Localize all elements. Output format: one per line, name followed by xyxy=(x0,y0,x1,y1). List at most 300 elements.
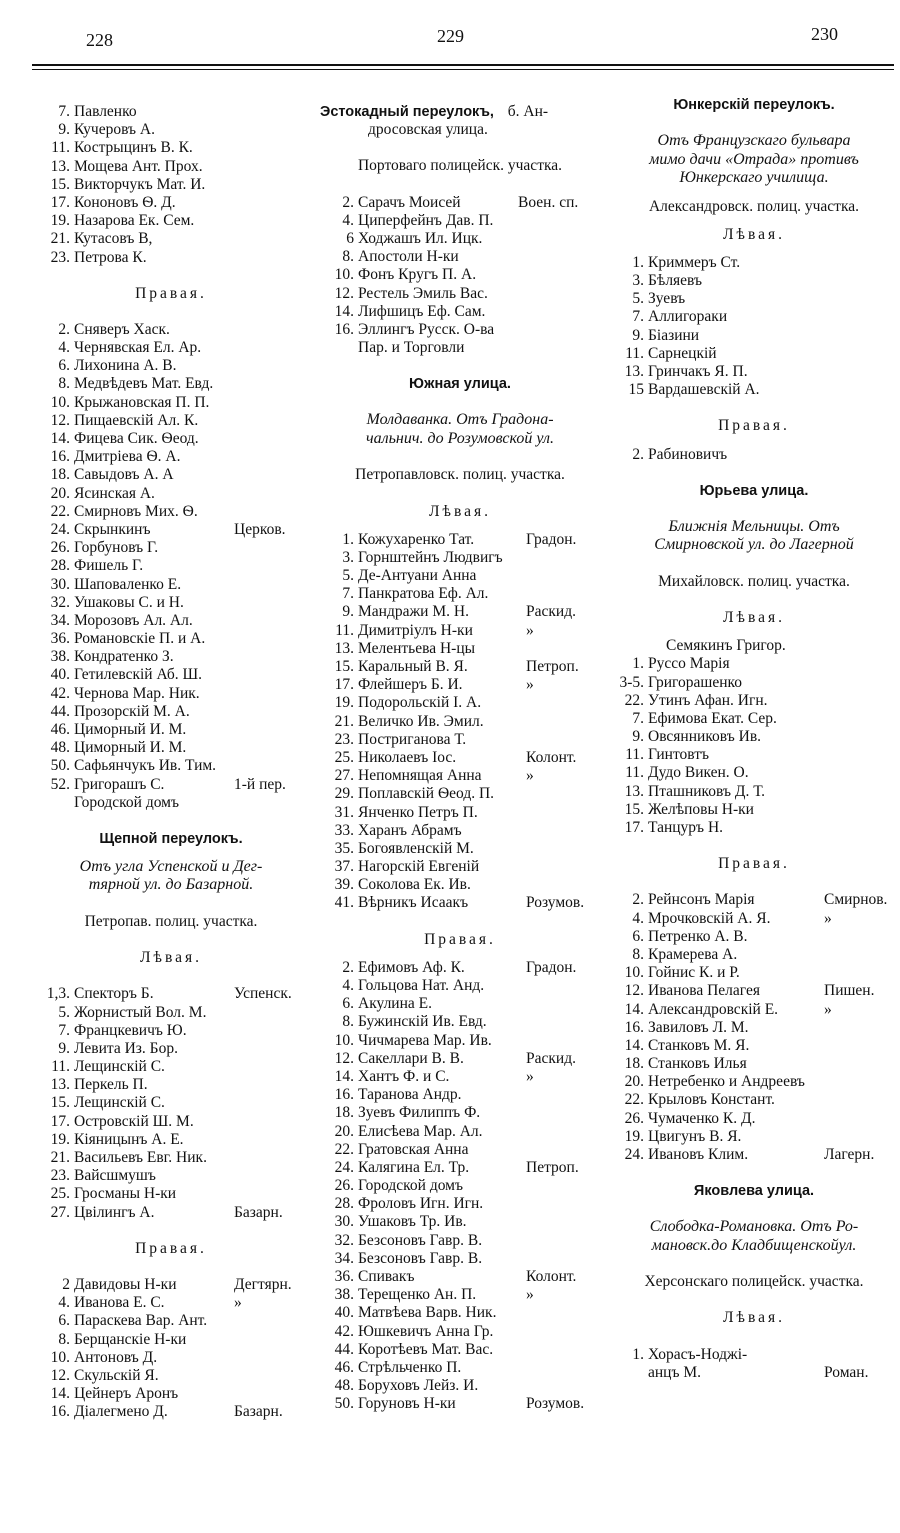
list-item xyxy=(36,1367,306,1385)
house-number: 35. xyxy=(334,839,354,857)
cross-street-note: 1-й пер. xyxy=(234,775,286,793)
list-item xyxy=(610,692,898,710)
house-number: 44. xyxy=(334,1340,354,1358)
house-number: 38. xyxy=(50,648,70,666)
house-number: 2. xyxy=(342,193,354,211)
cross-street-note: » xyxy=(526,767,534,785)
list-item xyxy=(320,1359,600,1377)
resident-name: Шаповаленко Е. xyxy=(74,575,182,593)
resident-name: Чернявская Ел. Ар. xyxy=(74,339,202,357)
resident-name: Иванова Пелагея xyxy=(648,982,760,1000)
resident-name: Матвѣева Варв. Ник. xyxy=(358,1304,497,1322)
resident-name: Николаевъ Іос. xyxy=(358,748,457,766)
list-item xyxy=(320,749,600,767)
list-item xyxy=(320,876,600,894)
resident-name: Григорашъ С. xyxy=(74,775,165,793)
cross-street-note: Раскид. xyxy=(526,603,576,621)
list-col1-b-left xyxy=(36,985,306,1221)
list-item xyxy=(610,1146,898,1164)
list-item xyxy=(36,685,306,703)
house-number: 12. xyxy=(334,1049,354,1067)
list-item xyxy=(320,1177,600,1195)
cross-street-note: Церков. xyxy=(234,520,286,538)
cross-street-note: » xyxy=(526,1286,534,1304)
resident-name: Сафьянчукъ Ив. Тим. xyxy=(74,757,217,775)
list-item xyxy=(320,1013,600,1031)
cross-street-note: Дегтярн. xyxy=(234,1275,292,1293)
list-item xyxy=(320,230,600,248)
list-item xyxy=(320,1341,600,1359)
house-number: 22. xyxy=(50,502,70,520)
house-number: 36. xyxy=(50,630,70,648)
list-item xyxy=(36,503,306,521)
list-item xyxy=(610,1110,898,1128)
house-number: 8. xyxy=(632,945,644,963)
list-item xyxy=(320,995,600,1013)
resident-name: Циперфейнъ Дав. П. xyxy=(358,211,494,229)
resident-name: Коротѣевъ Мат. Вас. xyxy=(358,1340,494,1358)
list-item xyxy=(320,658,600,676)
resident-name: Спекторъ Б. xyxy=(74,985,154,1003)
house-number: 19. xyxy=(50,212,70,230)
street-description xyxy=(610,132,898,188)
resident-name: Кожухаренко Тат. xyxy=(358,530,475,548)
list-item xyxy=(610,1073,898,1091)
cross-street-note: Воен. сп. xyxy=(518,193,579,211)
resident-name: Кутасовъ В, xyxy=(74,230,153,248)
list-item xyxy=(610,327,898,345)
list-item xyxy=(36,648,306,666)
page-number-left: 228 xyxy=(86,30,113,50)
house-number: 17. xyxy=(624,819,644,837)
house-number: 7. xyxy=(342,585,354,603)
house-number: 2. xyxy=(342,958,354,976)
resident-name: Крыловъ Констант. xyxy=(648,1091,775,1109)
resident-name: Харанъ Абрамъ xyxy=(358,821,462,839)
house-number: 33. xyxy=(334,821,354,839)
list-item xyxy=(36,1331,306,1349)
house-number: 30. xyxy=(334,1213,354,1231)
list-item xyxy=(610,446,898,464)
resident-name: Станковъ М. Я. xyxy=(648,1036,750,1054)
resident-name: Боруховъ Лейз. И. xyxy=(358,1377,479,1395)
list-item xyxy=(320,1250,600,1268)
list-item xyxy=(36,1076,306,1094)
list-item xyxy=(36,1294,306,1312)
resident-name: Гросманы Н-ки xyxy=(74,1185,177,1203)
house-number: 46. xyxy=(334,1358,354,1376)
street-description-line: мимо дачи «Отрада» противъ xyxy=(649,150,859,168)
list-col2-a xyxy=(320,194,600,358)
house-number: 29. xyxy=(334,785,354,803)
list-item xyxy=(320,585,600,603)
house-number: 22. xyxy=(334,1140,354,1158)
resident-name: Давидовы Н-ки xyxy=(74,1275,177,1293)
list-item xyxy=(610,746,898,764)
list-item xyxy=(320,1232,600,1250)
list-item xyxy=(320,248,600,266)
list-item xyxy=(36,1058,306,1076)
resident-name: Поплавскій Ѳеод. П. xyxy=(358,785,495,803)
house-number: 2. xyxy=(632,445,644,463)
house-number: 37. xyxy=(334,858,354,876)
house-number: 3-5. xyxy=(619,673,644,691)
list-item xyxy=(320,676,600,694)
house-number: 34. xyxy=(334,1249,354,1267)
list-item xyxy=(320,1195,600,1213)
resident-name: Гетилевскій Аб. Ш. xyxy=(74,666,203,684)
cross-street-note: Раскид. xyxy=(526,1049,576,1067)
house-number: 24. xyxy=(624,1146,644,1164)
list-item xyxy=(320,713,600,731)
house-number: 32. xyxy=(334,1231,354,1249)
resident-name: Рейнсонъ Марія xyxy=(648,891,755,909)
street-description-line: Отъ Французскаго бульвара xyxy=(657,132,851,149)
resident-name: Васильевъ Евг. Ник. xyxy=(74,1149,207,1167)
street-title: Юрьева улица. xyxy=(699,482,809,499)
resident-name: Смирновъ Мих. Ѳ. xyxy=(74,502,198,520)
list-item xyxy=(610,1346,898,1364)
house-number: 15 xyxy=(628,381,644,399)
list-item xyxy=(320,1377,600,1395)
resident-name: Вѣрникъ Исаакъ xyxy=(358,894,469,912)
list-item xyxy=(610,1091,898,1109)
resident-name: Городской домъ xyxy=(74,793,179,811)
resident-name: Рестель Эмиль Вас. xyxy=(358,284,488,302)
house-number: 13. xyxy=(334,639,354,657)
house-number: 26. xyxy=(624,1109,644,1127)
list-col3-c-left xyxy=(610,1346,898,1382)
house-number: 9. xyxy=(58,121,70,139)
street-description xyxy=(610,1218,898,1255)
resident-name: Фишель Г. xyxy=(74,557,144,575)
list-item xyxy=(36,194,306,212)
house-number: 14. xyxy=(624,1036,644,1054)
house-number: 34. xyxy=(50,611,70,629)
house-number: 24. xyxy=(334,1158,354,1176)
list-item xyxy=(36,158,306,176)
resident-name: Рабиновичъ xyxy=(648,445,728,463)
street-description-line: чальнич. до Розумовской ул. xyxy=(366,429,554,447)
resident-name: Подорольскій І. А. xyxy=(358,694,482,712)
list-item xyxy=(320,1323,600,1341)
list-item xyxy=(36,1204,306,1222)
list-item xyxy=(320,321,600,339)
list-item xyxy=(610,1001,898,1019)
house-number: 19. xyxy=(334,694,354,712)
list-item xyxy=(610,982,898,1000)
list-item xyxy=(610,655,898,673)
list-item xyxy=(36,1167,306,1185)
list-item xyxy=(610,764,898,782)
police-district: Портоваго полицейск. участка. xyxy=(357,157,563,175)
resident-name: Гойнис К. и Р. xyxy=(648,964,740,982)
house-number: 23. xyxy=(50,248,70,266)
resident-name: Цвілингъ А. xyxy=(74,1203,155,1221)
header-rule-thin xyxy=(32,69,894,70)
resident-name: Горуновъ Н-ки xyxy=(358,1395,456,1413)
house-number: 15. xyxy=(624,800,644,818)
list-item xyxy=(320,303,600,321)
list-item xyxy=(610,891,898,909)
house-number: 1. xyxy=(632,655,644,673)
list-item xyxy=(320,1268,600,1286)
house-number: 46. xyxy=(50,721,70,738)
resident-name: Горнштейнъ Людвигъ xyxy=(358,548,503,566)
list-col3-a-left xyxy=(610,254,898,400)
list-item xyxy=(36,703,306,721)
resident-name: Завиловъ Л. М. xyxy=(648,1018,749,1036)
resident-name: Желѣповы Н-ки xyxy=(648,800,754,818)
house-number: 10. xyxy=(334,266,354,284)
list-item xyxy=(320,804,600,822)
list-item xyxy=(36,576,306,594)
list-item xyxy=(320,339,600,357)
house-number: 4. xyxy=(632,909,644,927)
street-title: Щепной переулокъ. xyxy=(99,830,243,847)
house-number: 14. xyxy=(334,302,354,320)
list-item xyxy=(36,1004,306,1022)
list-item xyxy=(36,466,306,484)
house-number: 1. xyxy=(632,1345,644,1363)
house-number: 50. xyxy=(334,1395,354,1413)
list-item xyxy=(36,412,306,430)
list-item xyxy=(320,894,600,912)
list-item xyxy=(36,249,306,267)
cross-street-note: Колонт. xyxy=(526,1268,577,1285)
list-item xyxy=(320,1286,600,1304)
list-item xyxy=(610,272,898,290)
resident-name: Берщанскіе Н-ки xyxy=(74,1330,187,1348)
house-number: 8. xyxy=(58,375,70,393)
police-district: Александровск. полиц. участка. xyxy=(648,197,859,215)
house-number: 7. xyxy=(632,308,644,326)
house-number: 42. xyxy=(50,684,70,702)
resident-name: Зуевъ Филиппъ Ф. xyxy=(358,1104,481,1122)
house-number: 7. xyxy=(58,103,70,120)
list-item xyxy=(36,357,306,375)
resident-name: Елисѣева Мар. Ал. xyxy=(358,1122,483,1140)
resident-name: Димитріулъ Н-ки xyxy=(358,621,473,639)
house-number: 15. xyxy=(50,175,70,193)
house-number: 31. xyxy=(334,803,354,821)
list-item xyxy=(610,964,898,982)
list-item xyxy=(36,1022,306,1040)
column-2 xyxy=(320,103,600,1414)
cross-street-note: » xyxy=(526,621,534,639)
house-number: 16. xyxy=(334,320,354,338)
resident-name: Циморный И. М. xyxy=(74,721,187,738)
house-number: 18. xyxy=(50,466,70,484)
house-number: 16. xyxy=(50,1403,70,1421)
resident-name: Руссо Марія xyxy=(648,655,730,673)
house-number: 15. xyxy=(334,658,354,675)
resident-name: Нагорскій Евгеній xyxy=(358,858,480,876)
list-item: Семякинъ Григор. xyxy=(666,637,786,655)
resident-name: Александровскій Е. xyxy=(648,1000,779,1018)
resident-name: Медвѣдевъ Мат. Евд. xyxy=(74,375,214,393)
resident-name: Хорасъ-Ноджі- xyxy=(648,1345,748,1363)
section-heading: Лѣвая. xyxy=(140,949,202,967)
resident-name: Крамерева А. xyxy=(648,945,738,963)
list-item xyxy=(36,612,306,630)
house-number: 1. xyxy=(632,253,644,271)
house-number: 16. xyxy=(334,1086,354,1104)
resident-name: Сарачъ Моисей xyxy=(358,193,461,211)
resident-name: Постриганова Т. xyxy=(358,730,467,748)
resident-name: Ушаковы С. и Н. xyxy=(74,593,184,611)
section-heading: Лѣвая. xyxy=(723,608,785,626)
resident-name: Ушаковъ Тр. Ив. xyxy=(358,1213,467,1231)
house-number: 11. xyxy=(625,344,644,362)
section-heading: Лѣвая. xyxy=(723,1309,785,1327)
resident-name: Параскева Вар. Ант. xyxy=(74,1312,208,1330)
house-number: 11. xyxy=(51,1058,70,1076)
list-item xyxy=(36,739,306,757)
resident-name: Иванова Е. С. xyxy=(74,1294,165,1312)
resident-name: Гинтовтъ xyxy=(648,746,710,764)
resident-name: Флейшеръ Б. И. xyxy=(358,676,463,694)
list-item xyxy=(610,728,898,746)
house-number: 40. xyxy=(50,666,70,684)
house-number: 21. xyxy=(334,712,354,730)
resident-name: Каральный В. Я. xyxy=(358,658,468,675)
resident-name: Городской домъ xyxy=(358,1177,463,1195)
resident-name: Лещинскій С. xyxy=(74,1058,165,1076)
list-item xyxy=(610,674,898,692)
house-number: 42. xyxy=(334,1322,354,1340)
house-number: 23. xyxy=(334,730,354,748)
list-item xyxy=(36,212,306,230)
street-title: Яковлева улица. xyxy=(693,1183,815,1200)
section-heading: Правая. xyxy=(135,284,207,302)
house-number: 13. xyxy=(50,1076,70,1094)
street-description-line: Юнкерскаго училища. xyxy=(679,169,829,186)
list-col2-b-right xyxy=(320,959,600,1414)
list-item xyxy=(36,103,306,121)
house-number: 17. xyxy=(50,1112,70,1130)
list-item xyxy=(320,1141,600,1159)
resident-name: Пташниковъ Д. Т. xyxy=(648,782,765,800)
list-item xyxy=(36,1385,306,1403)
cross-street-note: Розумов. xyxy=(526,894,585,912)
resident-name: Діалегмено Д. xyxy=(74,1403,168,1421)
house-number: 18. xyxy=(334,1104,354,1122)
house-number: 25. xyxy=(50,1185,70,1203)
resident-name: Юшкевичъ Анна Гр. xyxy=(358,1322,494,1340)
list-item xyxy=(320,266,600,284)
house-number: 7. xyxy=(632,709,644,727)
list-item xyxy=(320,959,600,977)
cross-street-note: Базарн. xyxy=(234,1403,283,1421)
house-number: 11. xyxy=(51,139,70,157)
house-number: 2 xyxy=(62,1275,70,1293)
section-heading: Правая. xyxy=(718,417,790,435)
resident-name: Лихонина А. В. xyxy=(74,357,177,375)
list-col3-b-left xyxy=(610,655,898,837)
resident-name: Безсоновъ Гавр. В. xyxy=(358,1231,483,1249)
house-number: 28. xyxy=(334,1195,354,1213)
house-number: 28. xyxy=(50,557,70,575)
house-number: 5. xyxy=(58,1003,70,1021)
resident-name: Сарнецкій xyxy=(648,344,717,362)
list-item xyxy=(320,858,600,876)
list-item xyxy=(610,946,898,964)
list-item xyxy=(320,212,600,230)
house-number: 2. xyxy=(632,891,644,909)
cross-street-note: » xyxy=(526,676,534,694)
house-number: 40. xyxy=(334,1304,354,1322)
section-heading: Лѣвая. xyxy=(429,502,491,520)
list-item xyxy=(36,794,306,812)
list-item xyxy=(36,1312,306,1330)
list-item xyxy=(36,230,306,248)
list-item xyxy=(610,1019,898,1037)
house-number: 2. xyxy=(58,320,70,338)
house-number: 12. xyxy=(50,1366,70,1384)
house-number: 10. xyxy=(334,1031,354,1049)
resident-name: Островскій Ш. М. xyxy=(74,1112,194,1130)
list-item xyxy=(36,539,306,557)
resident-name: Янченко Петръ П. xyxy=(358,803,478,821)
list-item xyxy=(320,549,600,567)
list-col3-a-right xyxy=(610,446,898,464)
list-item xyxy=(610,928,898,946)
cross-street-note: Петроп. xyxy=(526,658,579,675)
house-number: 6. xyxy=(58,357,70,375)
house-number: 21. xyxy=(50,230,70,248)
cross-street-note: Роман. xyxy=(824,1363,869,1381)
section-heading: Правая. xyxy=(424,930,496,948)
house-number: 17. xyxy=(50,193,70,211)
police-district: Михайловск. полиц. участка. xyxy=(658,572,850,590)
resident-name: Зуевъ xyxy=(648,290,686,308)
resident-name: Соколова Ек. Ив. xyxy=(358,876,471,894)
list-item xyxy=(320,785,600,803)
list-item xyxy=(320,694,600,712)
police-district: Херсонскаго полицейск. участка. xyxy=(644,1273,864,1291)
resident-name: Гольцова Нат. Анд. xyxy=(358,977,485,994)
house-number: 13. xyxy=(50,157,70,175)
resident-name: Таранова Андр. xyxy=(358,1086,462,1104)
house-number: 22. xyxy=(624,691,644,709)
street-description-line: Смирновской ул. до Лагерной xyxy=(654,536,854,554)
resident-name: Сняверъ Хаск. xyxy=(74,320,170,338)
resident-name: Безсоновъ Гавр. В. xyxy=(358,1249,483,1267)
resident-name: Морозовъ Ал. Ал. xyxy=(74,611,193,629)
list-item xyxy=(320,194,600,212)
house-number: 41. xyxy=(334,894,354,912)
resident-name: Мощева Ант. Прох. xyxy=(74,157,203,175)
list-item xyxy=(320,622,600,640)
list-item xyxy=(36,1094,306,1112)
list-item xyxy=(610,710,898,728)
resident-name: Пищаевскій Ал. К. xyxy=(74,411,199,429)
list-item xyxy=(36,1113,306,1131)
resident-name: Нетребенко и Андреевъ xyxy=(648,1073,805,1091)
list-item xyxy=(36,521,306,539)
list-item xyxy=(36,485,306,503)
house-number: 48. xyxy=(50,739,70,757)
list-item xyxy=(610,1128,898,1146)
list-item xyxy=(320,1213,600,1231)
house-number: 5. xyxy=(342,567,354,585)
street-description-line: Ближнія Мельницы. Отъ xyxy=(668,517,840,535)
resident-name: Лифшицъ Еф. Сам. xyxy=(358,302,486,320)
house-number: 10. xyxy=(50,393,70,411)
list-item xyxy=(36,139,306,157)
resident-name: Мелентьева Н-цы xyxy=(358,639,476,657)
